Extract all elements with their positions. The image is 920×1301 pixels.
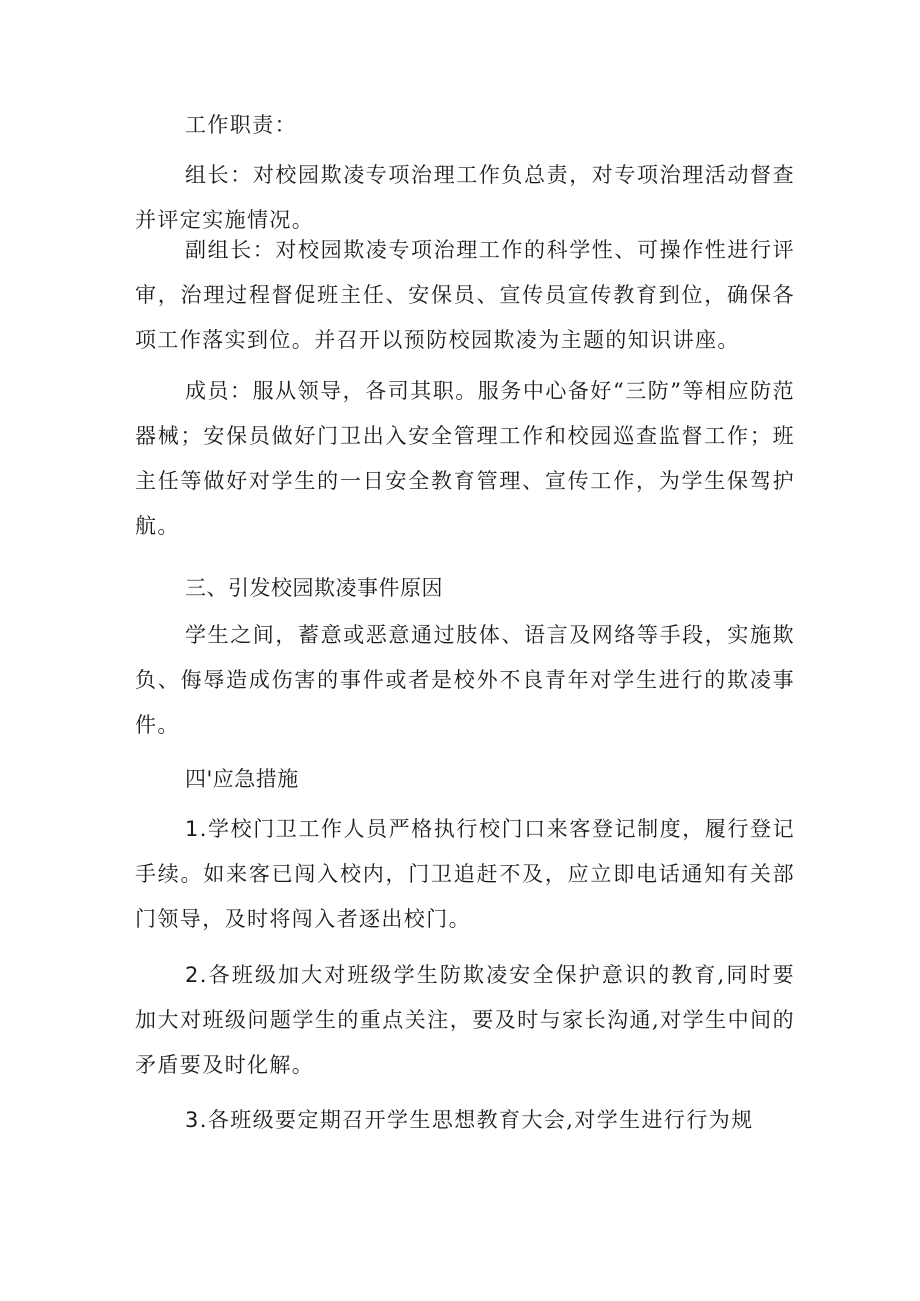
measure-item-1 — [135, 807, 795, 942]
section3-text: 学生之间，蓄意或恶意通过肢体、语言及网络等手段，实施欺负、侮辱造成伤害的事件或者是校外不良青年对学生进行的欺凌事件。 — [135, 623, 795, 737]
measure-item-2 — [135, 953, 795, 1088]
section3-heading: 三、引发校园欺凌事件原因 — [185, 576, 443, 600]
members-label: 成员： — [185, 379, 253, 403]
leader-text: 对校园欺凌专项治理工作负总责，对专项治理活动督查并评定实施情况。 — [135, 163, 795, 232]
duties-label-text: 工作职责： — [185, 113, 297, 137]
members-paragraph — [135, 369, 795, 549]
members-text: 服从领导，各司其职。服务中心备好“三防”等相应防范器械；安保员做好门卫出入安全管理工作和校园巡查监督工作；班主任等做好对学生的一日安全教育管理、宣传工作，为学生保驾护航。 — [135, 379, 795, 538]
measure-text-2: .各班级加大对班级学生防欺凌安全保护意识的教育,同时要加大对班级问题学生的重点关注，要及时与家长沟通,对学生中间的矛盾要及时化解。 — [135, 963, 795, 1077]
deputy-text: 对校园欺凌专项治理工作的科学性、可操作性进行评审，治理过程督促班主任、安保员、宣传员宣传教育到位，确保各项工作落实到位。并召开以预防校园欺凌为主题的知识讲座。 — [135, 238, 795, 352]
section4-heading: 四'应急措施 — [185, 767, 299, 791]
deputy-paragraph — [135, 228, 795, 363]
deputy-label: 副组长： — [185, 238, 276, 262]
measure-item-3 — [135, 1098, 795, 1143]
measure-number-1: 1 — [185, 817, 200, 841]
measure-number-3: 3 — [185, 1108, 200, 1132]
section3-paragraph — [135, 613, 795, 748]
leader-label: 组长： — [185, 163, 253, 187]
measure-text-1: .学校门卫工作人员严格执行校门口来客登记制度，履行登记手续。如来客已闯入校内，门卫追赶不及，应立即电话通知有关部门领导，及时将闯入者逐出校门。 — [135, 817, 795, 931]
duties-label — [135, 103, 795, 148]
measure-text-3: .各班级要定期召开学生思想教育大会,对学生进行行为规 — [199, 1108, 754, 1132]
measure-number-2: 2 — [185, 963, 200, 987]
